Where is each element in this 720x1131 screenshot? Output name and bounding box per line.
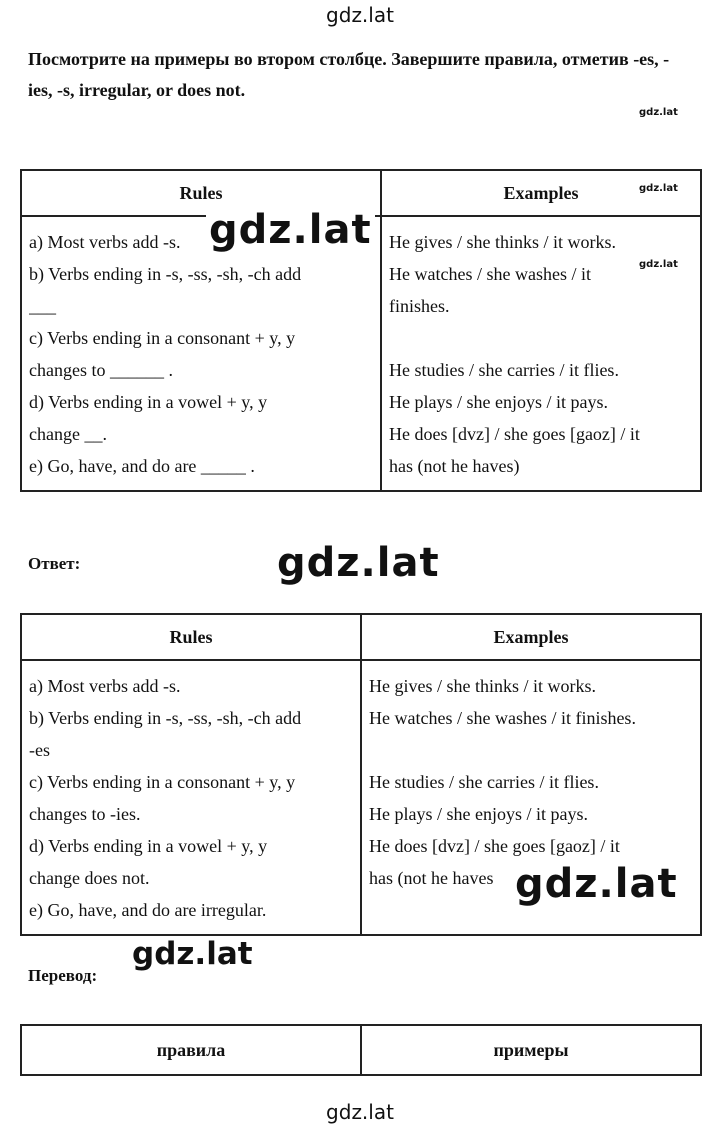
example-line xyxy=(389,322,694,354)
rule-line: e) Go, have, and do are _____ . xyxy=(29,456,255,476)
watermark-small: gdz.lat xyxy=(639,183,678,194)
watermark-large: gdz.lat xyxy=(206,206,375,254)
example-line: He plays / she enjoys / it pays. xyxy=(389,392,608,412)
watermark-large: gdz.lat xyxy=(277,540,440,586)
translation-table xyxy=(20,1024,702,1076)
example-line: He gives / she thinks / it works. xyxy=(369,676,596,696)
example-line xyxy=(369,734,694,766)
example-line: He studies / she carries / it flies. xyxy=(389,360,619,380)
example-line: has (not he haves) xyxy=(389,456,520,476)
watermark-medium: gdz.lat xyxy=(132,936,253,972)
examples-header: Examples xyxy=(361,614,701,660)
answer-label: Ответ: xyxy=(28,554,81,573)
example-line: He watches / she washes / it xyxy=(389,264,591,284)
watermark-large: gdz.lat xyxy=(513,858,680,910)
rules-header: Rules xyxy=(21,170,381,216)
rule-line: e) Go, have, and do are irregular. xyxy=(29,900,267,920)
rules-header-ru: правила xyxy=(21,1025,361,1075)
rule-line: ___ xyxy=(29,296,56,316)
rule-line: c) Verbs ending in a consonant + y, y xyxy=(29,772,296,792)
rule-line: a) Most verbs add -s. xyxy=(29,676,181,696)
rule-line: change does not. xyxy=(29,868,150,888)
example-line: He watches / she washes / it finishes. xyxy=(369,708,636,728)
watermark-top: gdz.lat xyxy=(326,3,394,27)
rule-line: d) Verbs ending in a vowel + y, y xyxy=(29,392,268,412)
examples-cell xyxy=(381,216,701,491)
rule-line: c) Verbs ending in a consonant + y, y xyxy=(29,328,296,348)
example-line: He gives / she thinks / it works. xyxy=(389,232,616,252)
rule-line: a) Most verbs add -s. xyxy=(29,232,181,252)
example-line: He plays / she enjoys / it pays. xyxy=(369,804,588,824)
rule-line: b) Verbs ending in -s, -ss, -sh, -ch add xyxy=(29,708,302,728)
rule-line: -es xyxy=(29,740,50,760)
watermark-bottom: gdz.lat xyxy=(326,1100,394,1124)
example-line: He does [dvz] / she goes [gaoz] / it xyxy=(369,836,620,856)
rule-line: changes to -ies. xyxy=(29,804,141,824)
task-instruction: Посмотрите на примеры во втором столбце. Завершите правила, отметив -es, -ies, -s, irregular, or does not. xyxy=(28,49,670,100)
rules-cell xyxy=(21,660,361,935)
watermark-small: gdz.lat xyxy=(639,259,678,270)
example-line: has (not he haves xyxy=(369,868,494,888)
rule-line: changes to ______ . xyxy=(29,360,173,380)
examples-header: Examples xyxy=(381,170,701,216)
rule-line: change __. xyxy=(29,424,107,444)
examples-header-ru: примеры xyxy=(361,1025,701,1075)
example-line: He does [dvz] / she goes [gaoz] / it xyxy=(389,424,640,444)
rule-line: b) Verbs ending in -s, -ss, -sh, -ch add xyxy=(29,264,302,284)
example-line: He studies / she carries / it flies. xyxy=(369,772,599,792)
watermark-small: gdz.lat xyxy=(639,107,678,118)
example-line: finishes. xyxy=(389,296,450,316)
rules-header: Rules xyxy=(21,614,361,660)
translation-label: Перевод: xyxy=(28,966,98,985)
rule-line: d) Verbs ending in a vowel + y, y xyxy=(29,836,268,856)
rules-cell xyxy=(21,216,381,491)
